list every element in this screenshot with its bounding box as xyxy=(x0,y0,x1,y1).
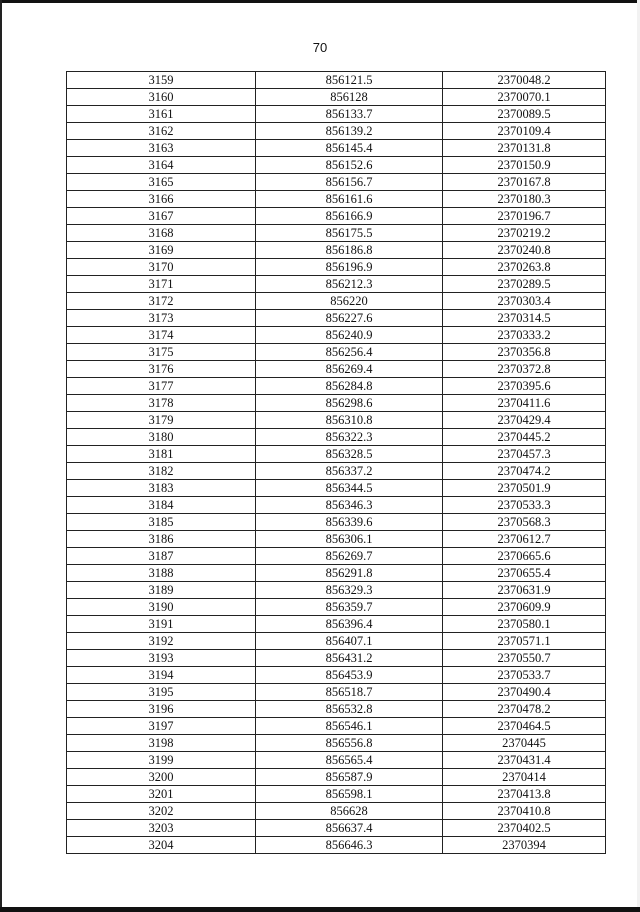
y-coordinate-cell: 2370429.4 xyxy=(443,412,606,429)
x-coordinate-cell: 856284.8 xyxy=(256,378,443,395)
table-row xyxy=(67,735,606,752)
point-number-cell: 3176 xyxy=(67,361,256,378)
table-row xyxy=(67,276,606,293)
coordinates-table xyxy=(66,71,606,854)
x-coordinate-cell: 856328.5 xyxy=(256,446,443,463)
y-coordinate-cell: 2370533.3 xyxy=(443,497,606,514)
x-coordinate-cell: 856453.9 xyxy=(256,667,443,684)
x-coordinate-cell: 856337.2 xyxy=(256,463,443,480)
y-coordinate-cell: 2370089.5 xyxy=(443,106,606,123)
table-row xyxy=(67,174,606,191)
y-coordinate-cell: 2370501.9 xyxy=(443,480,606,497)
x-coordinate-cell: 856565.4 xyxy=(256,752,443,769)
table-row xyxy=(67,718,606,735)
y-coordinate-cell: 2370655.4 xyxy=(443,565,606,582)
point-number-cell: 3161 xyxy=(67,106,256,123)
y-coordinate-cell: 2370631.9 xyxy=(443,582,606,599)
point-number-cell: 3193 xyxy=(67,650,256,667)
x-coordinate-cell: 856166.9 xyxy=(256,208,443,225)
table-row xyxy=(67,225,606,242)
x-coordinate-cell: 856310.8 xyxy=(256,412,443,429)
x-coordinate-cell: 856139.2 xyxy=(256,123,443,140)
point-number-cell: 3180 xyxy=(67,429,256,446)
table-row xyxy=(67,463,606,480)
point-number-cell: 3162 xyxy=(67,123,256,140)
table-row xyxy=(67,480,606,497)
y-coordinate-cell: 2370395.6 xyxy=(443,378,606,395)
y-coordinate-cell: 2370431.4 xyxy=(443,752,606,769)
x-coordinate-cell: 856269.4 xyxy=(256,361,443,378)
point-number-cell: 3166 xyxy=(67,191,256,208)
point-number-cell: 3185 xyxy=(67,514,256,531)
point-number-cell: 3174 xyxy=(67,327,256,344)
x-coordinate-cell: 856220 xyxy=(256,293,443,310)
point-number-cell: 3179 xyxy=(67,412,256,429)
x-coordinate-cell: 856269.7 xyxy=(256,548,443,565)
point-number-cell: 3160 xyxy=(67,89,256,106)
x-coordinate-cell: 856145.4 xyxy=(256,140,443,157)
y-coordinate-cell: 2370411.6 xyxy=(443,395,606,412)
x-coordinate-cell: 856637.4 xyxy=(256,820,443,837)
x-coordinate-cell: 856291.8 xyxy=(256,565,443,582)
y-coordinate-cell: 2370263.8 xyxy=(443,259,606,276)
x-coordinate-cell: 856532.8 xyxy=(256,701,443,718)
point-number-cell: 3189 xyxy=(67,582,256,599)
y-coordinate-cell: 2370356.8 xyxy=(443,344,606,361)
y-coordinate-cell: 2370413.8 xyxy=(443,786,606,803)
y-coordinate-cell: 2370571.1 xyxy=(443,633,606,650)
table-row xyxy=(67,429,606,446)
table-row xyxy=(67,72,606,89)
point-number-cell: 3165 xyxy=(67,174,256,191)
scan-border-top xyxy=(0,0,640,3)
point-number-cell: 3194 xyxy=(67,667,256,684)
y-coordinate-cell: 2370048.2 xyxy=(443,72,606,89)
table-row xyxy=(67,191,606,208)
point-number-cell: 3168 xyxy=(67,225,256,242)
x-coordinate-cell: 856359.7 xyxy=(256,599,443,616)
y-coordinate-cell: 2370464.5 xyxy=(443,718,606,735)
point-number-cell: 3171 xyxy=(67,276,256,293)
x-coordinate-cell: 856133.7 xyxy=(256,106,443,123)
point-number-cell: 3159 xyxy=(67,72,256,89)
table-row xyxy=(67,684,606,701)
x-coordinate-cell: 856156.7 xyxy=(256,174,443,191)
point-number-cell: 3195 xyxy=(67,684,256,701)
y-coordinate-cell: 2370219.2 xyxy=(443,225,606,242)
point-number-cell: 3170 xyxy=(67,259,256,276)
x-coordinate-cell: 856344.5 xyxy=(256,480,443,497)
x-coordinate-cell: 856396.4 xyxy=(256,616,443,633)
table-row xyxy=(67,803,606,820)
x-coordinate-cell: 856175.5 xyxy=(256,225,443,242)
table-row xyxy=(67,327,606,344)
y-coordinate-cell: 2370665.6 xyxy=(443,548,606,565)
point-number-cell: 3186 xyxy=(67,531,256,548)
table-row xyxy=(67,157,606,174)
y-coordinate-cell: 2370445.2 xyxy=(443,429,606,446)
y-coordinate-cell: 2370612.7 xyxy=(443,531,606,548)
table-row xyxy=(67,701,606,718)
y-coordinate-cell: 2370533.7 xyxy=(443,667,606,684)
y-coordinate-cell: 2370550.7 xyxy=(443,650,606,667)
y-coordinate-cell: 2370131.8 xyxy=(443,140,606,157)
table-row xyxy=(67,599,606,616)
table-row xyxy=(67,650,606,667)
table-row xyxy=(67,820,606,837)
table-row xyxy=(67,786,606,803)
table-row xyxy=(67,293,606,310)
table-row xyxy=(67,497,606,514)
x-coordinate-cell: 856298.6 xyxy=(256,395,443,412)
x-coordinate-cell: 856546.1 xyxy=(256,718,443,735)
y-coordinate-cell: 2370410.8 xyxy=(443,803,606,820)
table-row xyxy=(67,344,606,361)
page-number: 70 xyxy=(312,40,328,55)
y-coordinate-cell: 2370372.8 xyxy=(443,361,606,378)
x-coordinate-cell: 856346.3 xyxy=(256,497,443,514)
x-coordinate-cell: 856196.9 xyxy=(256,259,443,276)
point-number-cell: 3200 xyxy=(67,769,256,786)
x-coordinate-cell: 856227.6 xyxy=(256,310,443,327)
y-coordinate-cell: 2370445 xyxy=(443,735,606,752)
table-row xyxy=(67,259,606,276)
x-coordinate-cell: 856431.2 xyxy=(256,650,443,667)
coordinates-table-body xyxy=(67,72,606,854)
x-coordinate-cell: 856256.4 xyxy=(256,344,443,361)
table-row xyxy=(67,361,606,378)
table-row xyxy=(67,208,606,225)
x-coordinate-cell: 856161.6 xyxy=(256,191,443,208)
x-coordinate-cell: 856556.8 xyxy=(256,735,443,752)
table-row xyxy=(67,837,606,854)
point-number-cell: 3172 xyxy=(67,293,256,310)
x-coordinate-cell: 856306.1 xyxy=(256,531,443,548)
point-number-cell: 3177 xyxy=(67,378,256,395)
x-coordinate-cell: 856518.7 xyxy=(256,684,443,701)
table-row xyxy=(67,531,606,548)
x-coordinate-cell: 856598.1 xyxy=(256,786,443,803)
point-number-cell: 3173 xyxy=(67,310,256,327)
table-row xyxy=(67,242,606,259)
table-row xyxy=(67,752,606,769)
scan-border-left xyxy=(0,0,2,912)
table-row xyxy=(67,140,606,157)
x-coordinate-cell: 856329.3 xyxy=(256,582,443,599)
x-coordinate-cell: 856646.3 xyxy=(256,837,443,854)
point-number-cell: 3164 xyxy=(67,157,256,174)
y-coordinate-cell: 2370240.8 xyxy=(443,242,606,259)
scan-border-bottom xyxy=(0,907,640,912)
y-coordinate-cell: 2370414 xyxy=(443,769,606,786)
point-number-cell: 3203 xyxy=(67,820,256,837)
table-row xyxy=(67,310,606,327)
y-coordinate-cell: 2370109.4 xyxy=(443,123,606,140)
y-coordinate-cell: 2370457.3 xyxy=(443,446,606,463)
table-row xyxy=(67,769,606,786)
point-number-cell: 3199 xyxy=(67,752,256,769)
x-coordinate-cell: 856240.9 xyxy=(256,327,443,344)
x-coordinate-cell: 856152.6 xyxy=(256,157,443,174)
table-row xyxy=(67,106,606,123)
x-coordinate-cell: 856128 xyxy=(256,89,443,106)
table-row xyxy=(67,616,606,633)
point-number-cell: 3188 xyxy=(67,565,256,582)
y-coordinate-cell: 2370303.4 xyxy=(443,293,606,310)
point-number-cell: 3181 xyxy=(67,446,256,463)
y-coordinate-cell: 2370150.9 xyxy=(443,157,606,174)
table-row xyxy=(67,667,606,684)
point-number-cell: 3204 xyxy=(67,837,256,854)
point-number-cell: 3184 xyxy=(67,497,256,514)
x-coordinate-cell: 856322.3 xyxy=(256,429,443,446)
table-row xyxy=(67,514,606,531)
point-number-cell: 3191 xyxy=(67,616,256,633)
y-coordinate-cell: 2370070.1 xyxy=(443,89,606,106)
point-number-cell: 3183 xyxy=(67,480,256,497)
x-coordinate-cell: 856407.1 xyxy=(256,633,443,650)
x-coordinate-cell: 856339.6 xyxy=(256,514,443,531)
y-coordinate-cell: 2370196.7 xyxy=(443,208,606,225)
table-row xyxy=(67,446,606,463)
point-number-cell: 3163 xyxy=(67,140,256,157)
table-row xyxy=(67,633,606,650)
x-coordinate-cell: 856587.9 xyxy=(256,769,443,786)
y-coordinate-cell: 2370474.2 xyxy=(443,463,606,480)
table-row xyxy=(67,123,606,140)
point-number-cell: 3169 xyxy=(67,242,256,259)
y-coordinate-cell: 2370180.3 xyxy=(443,191,606,208)
point-number-cell: 3167 xyxy=(67,208,256,225)
point-number-cell: 3202 xyxy=(67,803,256,820)
y-coordinate-cell: 2370580.1 xyxy=(443,616,606,633)
point-number-cell: 3192 xyxy=(67,633,256,650)
point-number-cell: 3198 xyxy=(67,735,256,752)
y-coordinate-cell: 2370289.5 xyxy=(443,276,606,293)
table-row xyxy=(67,582,606,599)
y-coordinate-cell: 2370490.4 xyxy=(443,684,606,701)
y-coordinate-cell: 2370394 xyxy=(443,837,606,854)
x-coordinate-cell: 856121.5 xyxy=(256,72,443,89)
point-number-cell: 3178 xyxy=(67,395,256,412)
table-row xyxy=(67,395,606,412)
point-number-cell: 3182 xyxy=(67,463,256,480)
y-coordinate-cell: 2370568.3 xyxy=(443,514,606,531)
point-number-cell: 3187 xyxy=(67,548,256,565)
table-row xyxy=(67,89,606,106)
table-row xyxy=(67,565,606,582)
point-number-cell: 3190 xyxy=(67,599,256,616)
point-number-cell: 3175 xyxy=(67,344,256,361)
x-coordinate-cell: 856212.3 xyxy=(256,276,443,293)
y-coordinate-cell: 2370167.8 xyxy=(443,174,606,191)
y-coordinate-cell: 2370609.9 xyxy=(443,599,606,616)
point-number-cell: 3196 xyxy=(67,701,256,718)
x-coordinate-cell: 856628 xyxy=(256,803,443,820)
point-number-cell: 3197 xyxy=(67,718,256,735)
point-number-cell: 3201 xyxy=(67,786,256,803)
y-coordinate-cell: 2370402.5 xyxy=(443,820,606,837)
table-row xyxy=(67,378,606,395)
y-coordinate-cell: 2370314.5 xyxy=(443,310,606,327)
table-row xyxy=(67,548,606,565)
table-row xyxy=(67,412,606,429)
y-coordinate-cell: 2370333.2 xyxy=(443,327,606,344)
x-coordinate-cell: 856186.8 xyxy=(256,242,443,259)
y-coordinate-cell: 2370478.2 xyxy=(443,701,606,718)
